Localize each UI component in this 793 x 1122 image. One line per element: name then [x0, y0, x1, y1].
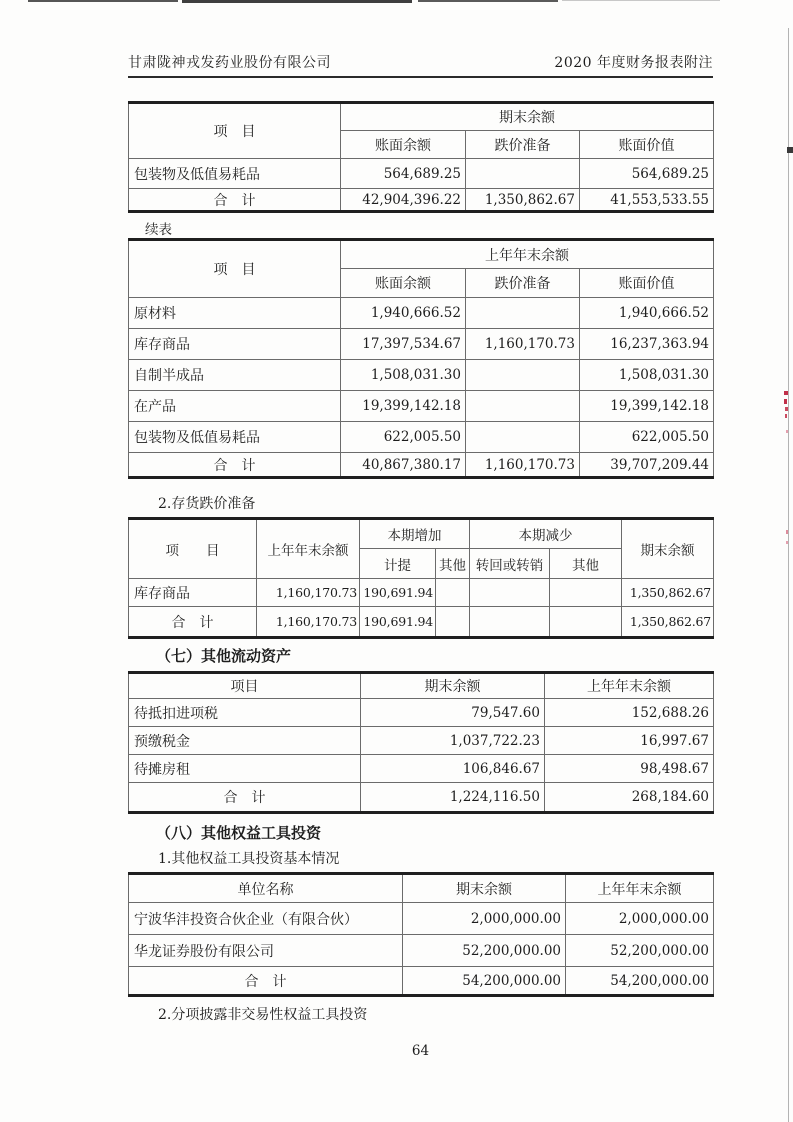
other-current-assets-table: [128, 671, 714, 814]
amount-cell: [466, 391, 580, 422]
table-row: [129, 298, 714, 329]
amount-cell: [466, 422, 580, 453]
amount-cell: 1,350,862.67: [622, 607, 714, 638]
amount-cell: 2,000,000.00: [403, 903, 566, 935]
amount-cell: 1,940,666.52: [341, 298, 466, 329]
amount-cell: 17,397,534.67: [341, 329, 466, 360]
amount-cell: 1,224,116.50: [361, 783, 545, 813]
scan-artifact-red-mark: [784, 391, 788, 395]
section-heading-other-current-assets: （七）其他流动资产: [156, 647, 292, 665]
section-heading-equity-instruments: （八）其他权益工具投资: [156, 824, 322, 842]
col-header-item: 项 目: [129, 103, 341, 159]
amount-cell: 41,553,533.55: [580, 189, 714, 212]
table-row: [129, 903, 714, 935]
scan-artifact-red-mark: [786, 530, 788, 534]
subsection-equity-disclosure: 2.分项披露非交易性权益工具投资: [158, 1007, 368, 1023]
row-label: 原材料: [129, 298, 341, 329]
inventory-prior-balance-table: [128, 238, 714, 479]
scan-artifact-blot: [787, 147, 793, 153]
col-header: 跌价准备: [466, 269, 580, 298]
row-label: 宁波华沣投资合伙企业（有限合伙）: [129, 903, 403, 935]
amount-cell: 1,160,170.73: [466, 453, 580, 478]
company-name: 甘肃陇神戎发药业股份有限公司: [128, 55, 331, 71]
table-row: [129, 159, 714, 189]
scan-artifact-red-mark: [785, 407, 788, 411]
amount-cell: 1,160,170.73: [466, 329, 580, 360]
amount-cell: 1,508,031.30: [341, 360, 466, 391]
col-header: 上年年末余额: [257, 519, 360, 579]
section-heading-impairment: 2.存货跌价准备: [158, 496, 256, 512]
impairment-provision-table: [128, 517, 714, 639]
col-header: 账面余额: [341, 269, 466, 298]
col-header: 账面余额: [341, 131, 466, 159]
col-header: 单位名称: [129, 874, 403, 903]
amount-cell: 52,200,000.00: [566, 935, 714, 967]
row-label: 合 计: [129, 607, 257, 638]
table-row: [129, 360, 714, 391]
col-header-group: 上年年末余额: [341, 240, 714, 269]
amount-cell: 39,707,209.44: [580, 453, 714, 478]
amount-cell: 564,689.25: [341, 159, 466, 189]
amount-cell: [470, 607, 550, 638]
total-row: [129, 607, 714, 638]
amount-cell: 1,350,862.67: [466, 189, 580, 212]
amount-cell: 1,508,031.30: [580, 360, 714, 391]
amount-cell: 16,997.67: [545, 727, 714, 755]
col-header: 项目: [129, 673, 361, 699]
amount-cell: 190,691.94: [360, 607, 436, 638]
scan-artifact-right-edge: [788, 28, 789, 1122]
amount-cell: 52,200,000.00: [403, 935, 566, 967]
report-title: 2020 年度财务报表附注: [554, 55, 713, 71]
amount-cell: 1,160,170.73: [257, 607, 360, 638]
table-row: [129, 579, 714, 607]
amount-cell: 42,904,396.22: [341, 189, 466, 212]
col-header: 期末余额: [361, 673, 545, 699]
amount-cell: 19,399,142.18: [580, 391, 714, 422]
amount-cell: [550, 579, 622, 607]
subsection-equity-basic: 1.其他权益工具投资基本情况: [158, 851, 340, 867]
inventory-end-balance-table: [128, 101, 714, 213]
amount-cell: 622,005.50: [341, 422, 466, 453]
col-header: 转回或转销: [470, 549, 550, 579]
amount-cell: 40,867,380.17: [341, 453, 466, 478]
table-row: [129, 699, 714, 727]
row-label: 在产品: [129, 391, 341, 422]
amount-cell: 2,000,000.00: [566, 903, 714, 935]
row-label: 自制半成品: [129, 360, 341, 391]
amount-cell: 54,200,000.00: [566, 967, 714, 996]
table-row: [129, 391, 714, 422]
amount-cell: 1,160,170.73: [257, 579, 360, 607]
col-header: 跌价准备: [466, 131, 580, 159]
col-header: 期末余额: [622, 519, 714, 579]
col-header: 其他: [550, 549, 622, 579]
col-header: 上年年末余额: [545, 673, 714, 699]
amount-cell: 622,005.50: [580, 422, 714, 453]
amount-cell: 98,498.67: [545, 755, 714, 783]
table-row: [129, 329, 714, 360]
scan-artifact-red-mark: [786, 430, 788, 433]
amount-cell: 16,237,363.94: [580, 329, 714, 360]
amount-cell: [470, 579, 550, 607]
amount-cell: [466, 298, 580, 329]
row-label: 预缴税金: [129, 727, 361, 755]
amount-cell: [466, 360, 580, 391]
continuation-label: 续表: [145, 222, 172, 238]
amount-cell: 1,350,862.67: [622, 579, 714, 607]
col-header-group: 本期减少: [470, 519, 622, 549]
table-row: [129, 422, 714, 453]
amount-cell: 19,399,142.18: [341, 391, 466, 422]
row-label: 待抵扣进项税: [129, 699, 361, 727]
row-label: 包装物及低值易耗品: [129, 422, 341, 453]
total-row: [129, 453, 714, 478]
scan-artifact-red-mark: [786, 541, 788, 544]
row-label: 合 计: [129, 783, 361, 813]
table-row: [129, 755, 714, 783]
row-label: 库存商品: [129, 329, 341, 360]
col-header: 账面价值: [580, 269, 714, 298]
col-header-group: 本期增加: [360, 519, 470, 549]
row-label: 合 计: [129, 453, 341, 478]
amount-cell: 1,037,722.23: [361, 727, 545, 755]
amount-cell: 268,184.60: [545, 783, 714, 813]
page-number: 64: [411, 1043, 430, 1059]
amount-cell: 1,940,666.52: [580, 298, 714, 329]
amount-cell: 152,688.26: [545, 699, 714, 727]
scan-artifact-red-mark: [784, 399, 787, 404]
col-header-item: 项 目: [129, 519, 257, 579]
total-row: [129, 189, 714, 212]
total-row: [129, 967, 714, 996]
col-header-group: 期末余额: [341, 103, 714, 131]
col-header: 账面价值: [580, 131, 714, 159]
amount-cell: [550, 607, 622, 638]
col-header: 其他: [436, 549, 470, 579]
page-header: [128, 50, 713, 78]
amount-cell: [436, 607, 470, 638]
total-row: [129, 783, 714, 813]
equity-investments-table: [128, 872, 714, 997]
row-label: 库存商品: [129, 579, 257, 607]
col-header-item: 项 目: [129, 240, 341, 298]
amount-cell: 79,547.60: [361, 699, 545, 727]
amount-cell: 564,689.25: [580, 159, 714, 189]
row-label: 待摊房租: [129, 755, 361, 783]
amount-cell: 54,200,000.00: [403, 967, 566, 996]
col-header: 计提: [360, 549, 436, 579]
amount-cell: 190,691.94: [360, 579, 436, 607]
col-header: 期末余额: [403, 874, 566, 903]
scan-artifact-red-mark: [785, 414, 787, 418]
row-label: 合 计: [129, 189, 341, 212]
table-row: [129, 727, 714, 755]
amount-cell: 106,846.67: [361, 755, 545, 783]
amount-cell: [466, 159, 580, 189]
row-label: 华龙证券股份有限公司: [129, 935, 403, 967]
amount-cell: [436, 579, 470, 607]
table-row: [129, 935, 714, 967]
row-label: 合 计: [129, 967, 403, 996]
row-label: 包装物及低值易耗品: [129, 159, 341, 189]
col-header: 上年年末余额: [566, 874, 714, 903]
